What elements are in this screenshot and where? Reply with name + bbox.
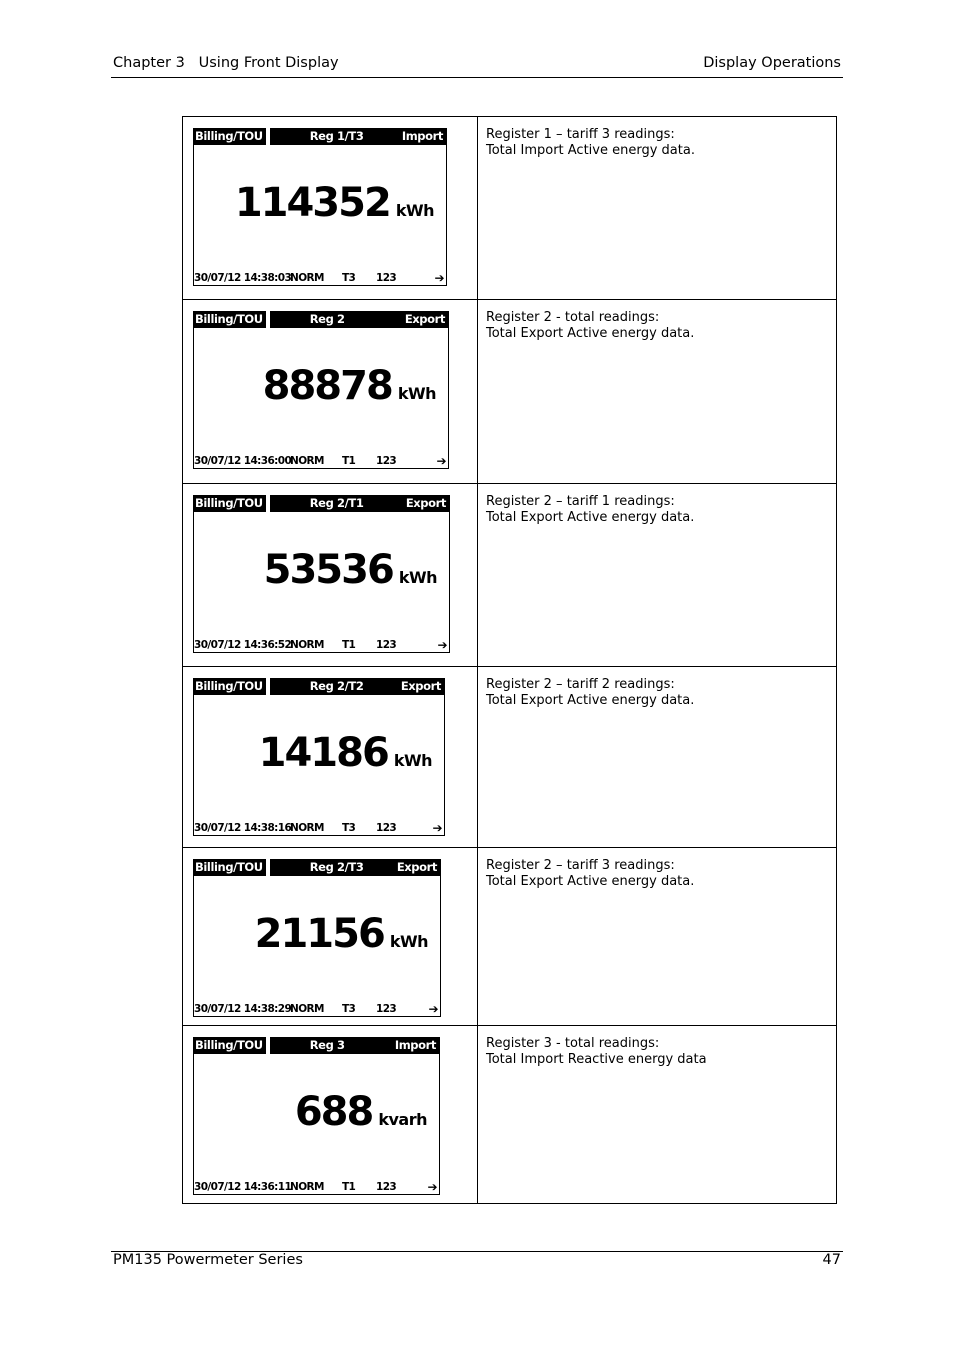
lcd-screen [193, 1037, 440, 1195]
next-arrow-icon: ➔ [428, 1002, 438, 1016]
lcd-register: Reg 2/T2 [309, 679, 364, 693]
lcd-status-bar [194, 272, 446, 285]
table-row [183, 847, 836, 1025]
table-row [183, 117, 836, 299]
lcd-datetime: 30/07/12 14:36:11 [194, 1181, 292, 1193]
lcd-header [194, 128, 446, 145]
screen-cell [183, 300, 478, 483]
display-table [182, 116, 837, 1204]
lcd-tariff: T1 [342, 455, 356, 467]
description-title: Register 2 - total readings: [486, 310, 660, 325]
description-cell [478, 667, 836, 847]
next-arrow-icon: ➔ [436, 454, 446, 468]
next-arrow-icon: ➔ [434, 271, 444, 285]
lcd-unit: kWh [397, 384, 436, 403]
next-arrow-icon: ➔ [437, 638, 447, 652]
lcd-header [194, 678, 444, 695]
lcd-reading [263, 363, 436, 409]
lcd-value: 688 [294, 1089, 373, 1135]
lcd-mode-title: Billing/TOU [194, 495, 266, 512]
lcd-header [194, 311, 448, 328]
header-rule [111, 77, 843, 78]
lcd-mode-title: Billing/TOU [194, 859, 266, 876]
screen-cell [183, 667, 478, 847]
lcd-direction: Export [400, 679, 441, 693]
lcd-counter: 123 [376, 1003, 397, 1015]
lcd-direction: Export [404, 312, 445, 326]
lcd-direction: Export [405, 496, 446, 510]
lcd-unit: kWh [398, 568, 437, 587]
lcd-unit: kvarh [378, 1110, 427, 1129]
description-cell [478, 484, 836, 666]
description-cell [478, 848, 836, 1025]
lcd-tariff: T1 [342, 1181, 356, 1193]
lcd-value: 53536 [263, 547, 393, 593]
lcd-screen [193, 859, 441, 1017]
lcd-direction: Import [401, 129, 443, 143]
screen-cell [183, 484, 478, 666]
description-title: Register 2 – tariff 1 readings: [486, 494, 675, 509]
lcd-status-bar [194, 639, 449, 652]
description-title: Register 3 - total readings: [486, 1036, 660, 1051]
lcd-register: Reg 3 [309, 1038, 345, 1052]
lcd-direction: Export [396, 860, 437, 874]
description-title: Register 2 – tariff 2 readings: [486, 677, 675, 692]
description-cell [478, 117, 836, 299]
lcd-reading [259, 730, 432, 776]
description-text: Total Export Active energy data. [486, 873, 695, 889]
lcd-status-mode: NORM [290, 822, 324, 834]
lcd-datetime: 30/07/12 14:38:16 [194, 822, 292, 834]
lcd-reading [264, 547, 437, 593]
lcd-direction: Import [394, 1038, 436, 1052]
lcd-status-bar [194, 1003, 440, 1016]
lcd-status-mode: NORM [290, 1181, 324, 1193]
next-arrow-icon: ➔ [432, 821, 442, 835]
lcd-tariff: T3 [342, 1003, 356, 1015]
lcd-screen [193, 128, 447, 286]
lcd-datetime: 30/07/12 14:36:00 [194, 455, 292, 467]
description-title: Register 1 – tariff 3 readings: [486, 127, 675, 142]
lcd-value: 14186 [258, 730, 388, 776]
lcd-register: Reg 1/T3 [309, 129, 364, 143]
lcd-header [194, 495, 449, 512]
lcd-tariff: T1 [342, 639, 356, 651]
lcd-screen [193, 678, 445, 836]
lcd-status-mode: NORM [290, 272, 324, 284]
lcd-unit: kWh [393, 751, 432, 770]
lcd-reading [235, 180, 434, 226]
lcd-datetime: 30/07/12 14:36:52 [194, 639, 292, 651]
lcd-tariff: T3 [342, 822, 356, 834]
lcd-register: Reg 2/T3 [309, 860, 364, 874]
screen-cell [183, 848, 478, 1025]
lcd-unit: kWh [389, 932, 428, 951]
table-row [183, 666, 836, 847]
running-header-section: Display Operations [703, 55, 841, 71]
lcd-counter: 123 [376, 639, 397, 651]
lcd-status-bar [194, 822, 444, 835]
lcd-value: 114352 [234, 180, 390, 226]
table-row [183, 1025, 836, 1203]
lcd-header [194, 859, 440, 876]
lcd-status-bar [194, 455, 448, 468]
lcd-value: 21156 [254, 911, 384, 957]
lcd-register: Reg 2/T1 [309, 496, 364, 510]
running-footer-title: PM135 Powermeter Series [113, 1252, 303, 1268]
lcd-unit: kWh [395, 201, 434, 220]
lcd-reading [255, 911, 428, 957]
description-text: Total Import Reactive energy data [486, 1051, 707, 1067]
table-row [183, 483, 836, 666]
lcd-mode-title: Billing/TOU [194, 311, 266, 328]
lcd-counter: 123 [376, 272, 397, 284]
lcd-register: Reg 2 [309, 312, 345, 326]
lcd-datetime: 30/07/12 14:38:29 [194, 1003, 292, 1015]
description-text: Total Export Active energy data. [486, 325, 695, 341]
lcd-counter: 123 [376, 822, 397, 834]
lcd-value: 88878 [262, 363, 392, 409]
lcd-status-mode: NORM [290, 455, 324, 467]
lcd-mode-title: Billing/TOU [194, 1037, 266, 1054]
description-cell [478, 1026, 836, 1203]
lcd-status-mode: NORM [290, 1003, 324, 1015]
lcd-mode-title: Billing/TOU [194, 128, 266, 145]
description-text: Total Export Active energy data. [486, 509, 695, 525]
next-arrow-icon: ➔ [427, 1180, 437, 1194]
screen-cell [183, 117, 478, 299]
lcd-status-bar [194, 1181, 439, 1194]
screen-cell [183, 1026, 478, 1203]
description-text: Total Import Active energy data. [486, 142, 695, 158]
lcd-screen [193, 311, 449, 469]
lcd-reading [295, 1089, 427, 1135]
lcd-mode-title: Billing/TOU [194, 678, 266, 695]
description-cell [478, 300, 836, 483]
lcd-counter: 123 [376, 455, 397, 467]
lcd-header [194, 1037, 439, 1054]
description-title: Register 2 – tariff 3 readings: [486, 858, 675, 873]
lcd-tariff: T3 [342, 272, 356, 284]
lcd-screen [193, 495, 450, 653]
running-header-chapter: Chapter 3 Using Front Display [113, 55, 339, 71]
lcd-counter: 123 [376, 1181, 397, 1193]
lcd-status-mode: NORM [290, 639, 324, 651]
description-text: Total Export Active energy data. [486, 692, 695, 708]
page-number: 47 [822, 1252, 841, 1268]
lcd-datetime: 30/07/12 14:38:03 [194, 272, 292, 284]
table-row [183, 299, 836, 483]
